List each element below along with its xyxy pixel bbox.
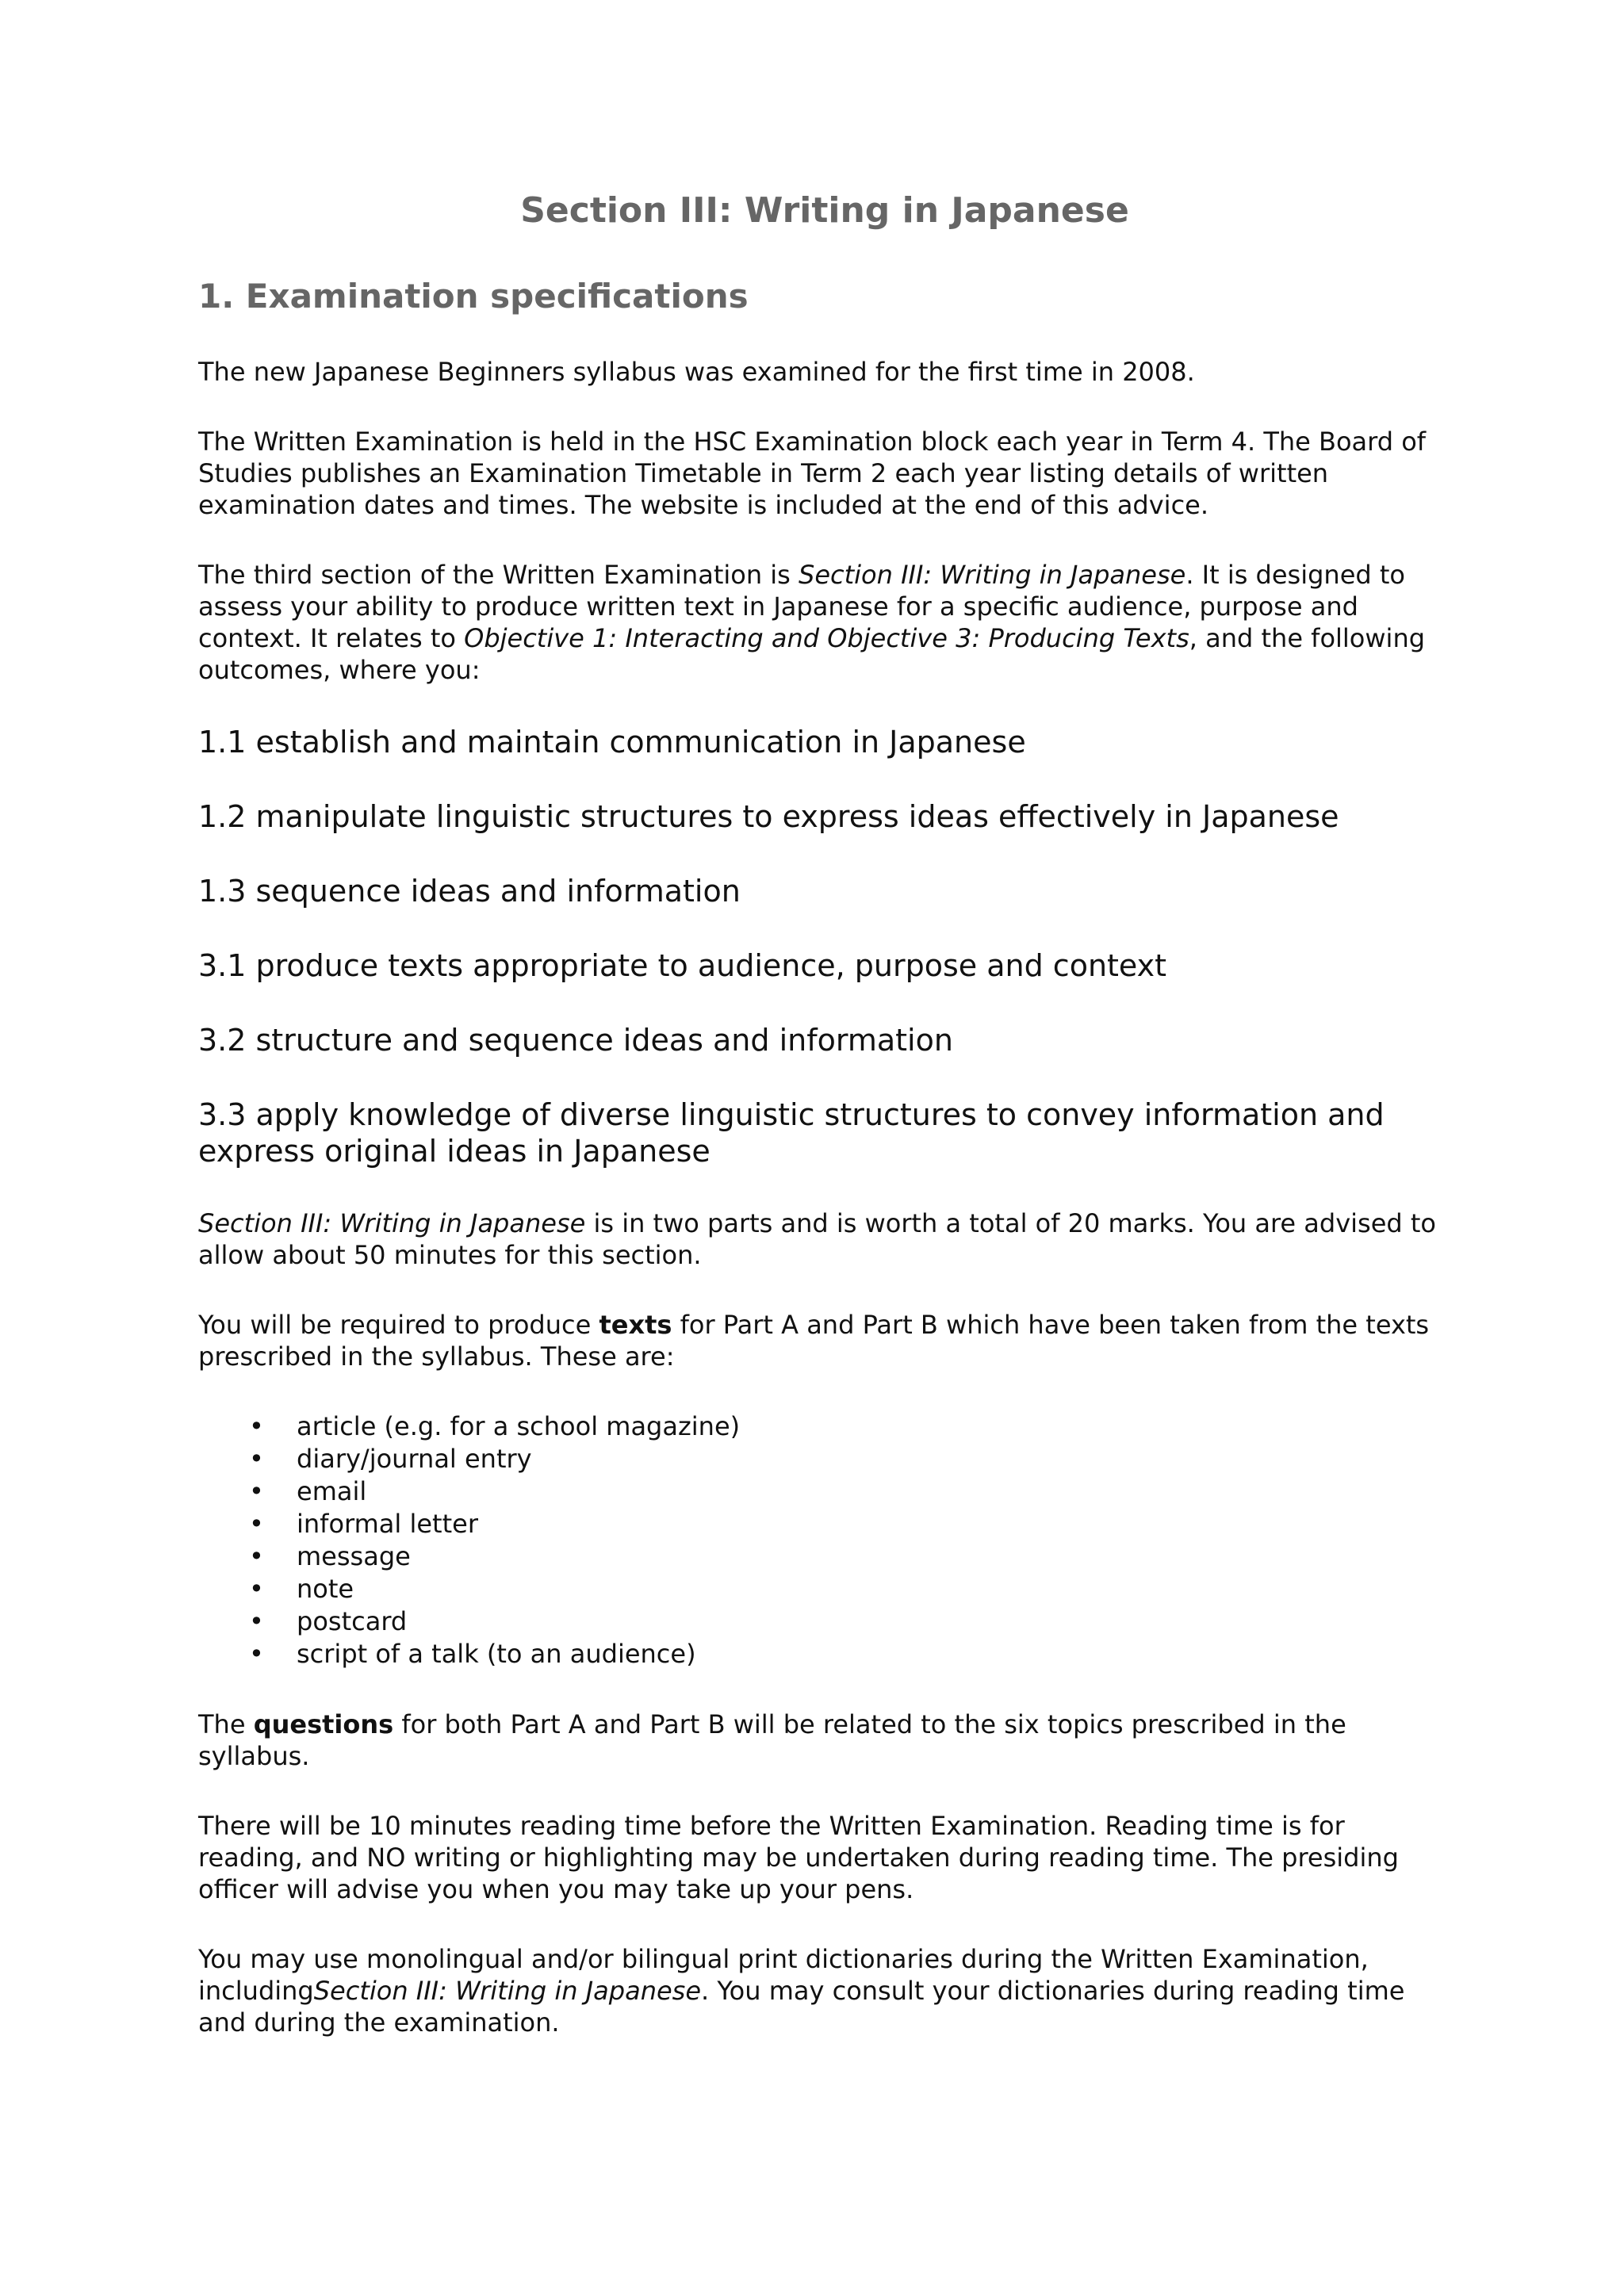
page-title: Section III: Writing in Japanese bbox=[520, 190, 1129, 231]
outcome-item: 1.3 sequence ideas and information bbox=[198, 874, 741, 909]
list-item: • message bbox=[198, 1540, 1451, 1573]
section-heading: 1. Examination specifications bbox=[198, 276, 749, 316]
outcome-item: 3.3 apply knowledge of diverse linguistic structures to convey information and express original ideas in Japanese bbox=[198, 1097, 1385, 1169]
paragraph-texts: You will be required to produce texts for Part A and Part B which have been taken from the texts prescribed in the syllabus. These are: bbox=[198, 1310, 1430, 1372]
paragraph-marks: Section III: Writing in Japanese is in two parts and is worth a total of 20 marks. You are advised to allow about 50 minutes for this section. bbox=[198, 1208, 1436, 1271]
list-item: • script of a talk (to an audience) bbox=[198, 1638, 1451, 1670]
list-item: • article (e.g. for a school magazine) bbox=[198, 1410, 1451, 1443]
list-item: • diary/journal entry bbox=[198, 1443, 1451, 1475]
paragraph-dictionaries: You may use monolingual and/or bilingual print dictionaries during the Written Examination, includingSection III: Writing in Japanese. You may consult your dictionaries during reading time and during the examination. bbox=[198, 1944, 1405, 2038]
list-item: • postcard bbox=[198, 1605, 1451, 1638]
paragraph-reading-time: There will be 10 minutes reading time before the Written Examination. Reading time is for reading, and NO writing or highlighting may be undertaken during reading time. The presiding officer will advise you when you may take up your pens. bbox=[198, 1811, 1399, 1905]
paragraph-syllabus: The new Japanese Beginners syllabus was examined for the first time in 2008. bbox=[198, 357, 1195, 388]
outcome-item: 3.1 produce texts appropriate to audience, purpose and context bbox=[198, 948, 1167, 984]
paragraph-exam-block: The Written Examination is held in the HSC Examination block each year in Term 4. The Board of Studies publishes an Examination Timetable in Term 2 each year listing details of written examination dates and times. The website is included at the end of this advice. bbox=[198, 427, 1427, 521]
list-item: • email bbox=[198, 1475, 1451, 1508]
outcome-item: 1.2 manipulate linguistic structures to express ideas effectively in Japanese bbox=[198, 799, 1339, 835]
outcome-item: 1.1 establish and maintain communication in Japanese bbox=[198, 725, 1026, 760]
text-types-list bbox=[198, 1410, 1451, 1670]
list-item: • note bbox=[198, 1573, 1451, 1605]
paragraph-third-section: The third section of the Written Examination is Section III: Writing in Japanese. It is designed to assess your ability to produce written text in Japanese for a specific audience, purpose and context. It relates to Objective 1: Interacting and Objective 3: Producing Texts, and the following outcomes, where you: bbox=[198, 560, 1426, 686]
document-page bbox=[198, 190, 1451, 2076]
list-item: • informal letter bbox=[198, 1508, 1451, 1540]
outcome-item: 3.2 structure and sequence ideas and information bbox=[198, 1023, 953, 1058]
paragraph-questions: The questions for both Part A and Part B will be related to the six topics prescribed in the syllabus. bbox=[198, 1709, 1346, 1772]
